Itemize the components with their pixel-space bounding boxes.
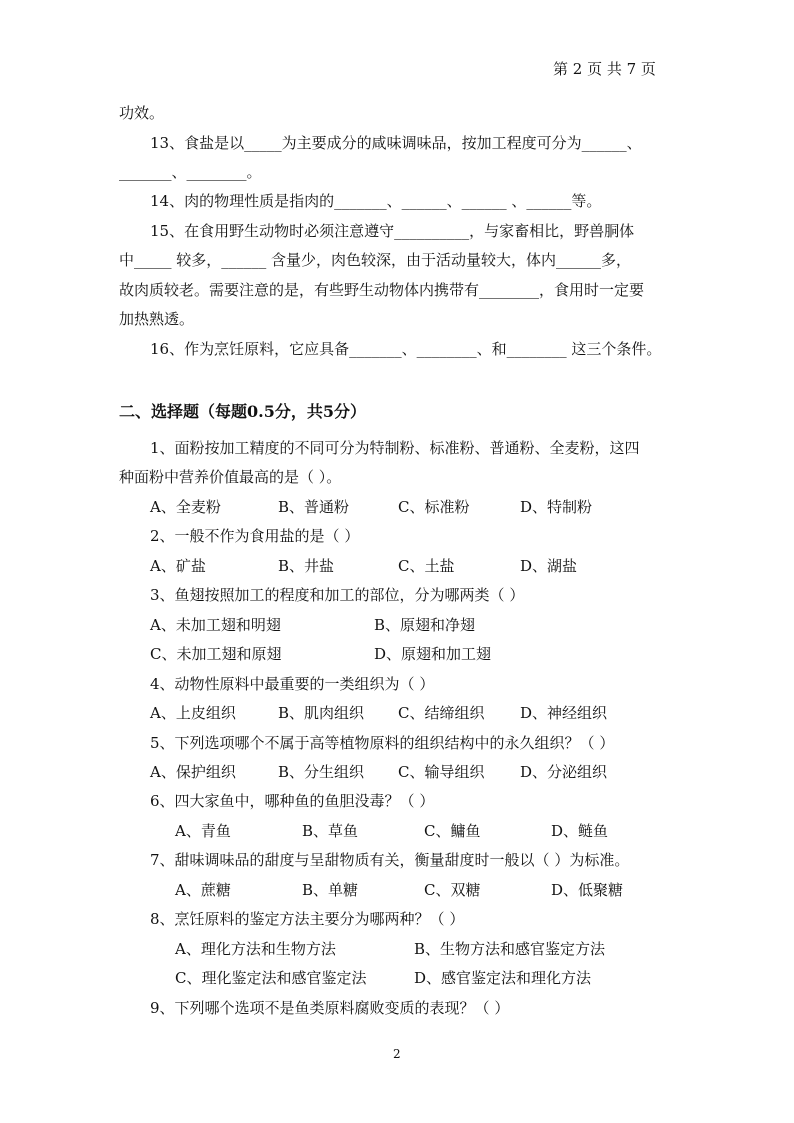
question-5: 5、下列选项哪个不属于高等植物原料的组织结构中的永久组织？（ ）: [150, 734, 615, 752]
option-b: B、普通粉: [278, 498, 350, 516]
option-a: A、未加工翅和明翅: [150, 616, 281, 634]
page-header: 第 2 页 共 7 页: [553, 60, 656, 78]
option-c: C、标准粉: [398, 498, 470, 516]
option-d: D、特制粉: [520, 498, 593, 516]
question-3: 3、鱼翅按照加工的程度和加工的部位，分为哪两类（ ）: [150, 586, 525, 604]
question-8: 8、烹饪原料的鉴定方法主要分为哪两种？（ ）: [150, 910, 465, 928]
option-a: A、矿盐: [150, 557, 206, 575]
question-2: 2、一般不作为食用盐的是（ ）: [150, 527, 360, 545]
option-d: D、感官鉴定法和理化方法: [414, 969, 592, 987]
question-1-line-2: 种面粉中营养价值最高的是（ ）。: [119, 468, 342, 486]
question-14: 14、肉的物理性质是指肉的_______、______、______ 、______等。: [150, 192, 602, 210]
option-b: B、草鱼: [302, 822, 359, 840]
option-d: D、原翅和加工翅: [374, 645, 492, 663]
option-b: B、原翅和净翅: [374, 616, 476, 634]
option-a: A、上皮组织: [150, 704, 236, 722]
option-a: A、理化方法和生物方法: [175, 940, 336, 958]
option-d: D、分泌组织: [520, 763, 608, 781]
option-d: D、低聚糖: [551, 881, 624, 899]
question-1-line-1: 1、面粉按加工精度的不同可分为特制粉、标准粉、普通粉、全麦粉，这四: [150, 439, 640, 457]
option-c: C、双糖: [424, 881, 481, 899]
option-b: B、肌肉组织: [278, 704, 365, 722]
option-b: B、井盐: [278, 557, 335, 575]
question-9: 9、下列哪个选项不是鱼类原料腐败变质的表现？（ ）: [150, 999, 510, 1017]
question-13-line-2: _______、________。: [119, 163, 262, 181]
question-13-line-1: 13、食盐是以_____为主要成分的咸味调味品，按加工程度可分为______、: [150, 134, 642, 152]
question-6: 6、四大家鱼中，哪种鱼的鱼胆没毒？（ ）: [150, 792, 435, 810]
option-a: A、保护组织: [150, 763, 236, 781]
option-d: D、鲢鱼: [551, 822, 609, 840]
page-number: 2: [393, 1047, 401, 1061]
option-c: C、未加工翅和原翅: [150, 645, 282, 663]
question-15-line-1: 15、在食用野生动物时必须注意遵守__________，与家畜相比，野兽胴体: [150, 222, 635, 240]
question-15-line-2: 中_____ 较多，______ 含量少，肉色较深，由于活动量较大，体内______多，: [119, 251, 632, 269]
question-4: 4、动物性原料中最重要的一类组织为（ ）: [150, 675, 435, 693]
option-a: A、蔗糖: [175, 881, 231, 899]
question-15-line-4: 加热熟透。: [119, 310, 195, 328]
option-c: C、鳙鱼: [424, 822, 481, 840]
section-title: 二、选择题（每题0.5分，共5分）: [119, 402, 366, 421]
text-line: 功效。: [119, 104, 165, 122]
option-c: C、输导组织: [398, 763, 485, 781]
option-a: A、青鱼: [175, 822, 231, 840]
option-d: D、湖盐: [520, 557, 578, 575]
question-15-line-3: 故肉质较老。需要注意的是，有些野生动物体内携带有________，食用时一定要: [119, 281, 645, 299]
option-a: A、全麦粉: [150, 498, 221, 516]
option-b: B、单糖: [302, 881, 359, 899]
question-16: 16、作为烹饪原料，它应具备_______、________、和________ 这三个条件。: [150, 340, 662, 358]
option-d: D、神经组织: [520, 704, 608, 722]
question-7: 7、甜味调味品的甜度与呈甜物质有关，衡量甜度时一般以（ ）为标准。: [150, 851, 630, 869]
option-c: C、理化鉴定法和感官鉴定法: [175, 969, 367, 987]
option-b: B、生物方法和感官鉴定方法: [414, 940, 606, 958]
option-b: B、分生组织: [278, 763, 365, 781]
option-c: C、土盐: [398, 557, 455, 575]
option-c: C、结缔组织: [398, 704, 485, 722]
